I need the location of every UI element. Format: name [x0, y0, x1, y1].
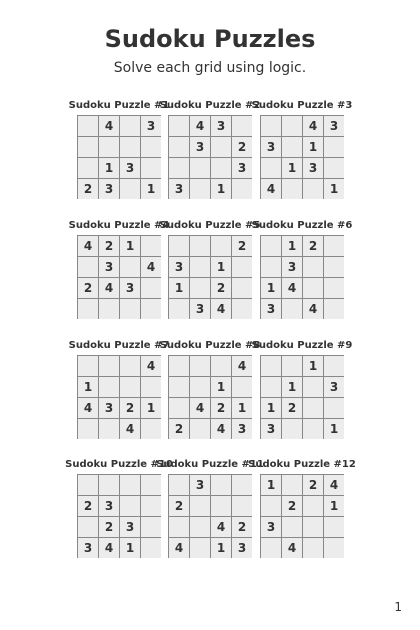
grid-cell: 3 [190, 137, 210, 157]
grid-cell: 4 [120, 419, 140, 439]
grid-cell[interactable] [303, 517, 323, 537]
grid-cell[interactable] [190, 278, 210, 298]
puzzle-title: Sudoku Puzzle #5 [159, 220, 261, 231]
grid-cell[interactable] [324, 538, 344, 558]
grid-cell: 1 [303, 356, 323, 376]
grid-cell: 3 [324, 116, 344, 136]
grid-cell[interactable] [303, 538, 323, 558]
grid-cell[interactable] [232, 278, 252, 298]
grid-cell: 1 [169, 278, 189, 298]
grid-cell: 3 [99, 257, 119, 277]
puzzle-grid [168, 355, 252, 439]
grid-cell[interactable] [261, 377, 281, 397]
grid-cell: 4 [261, 179, 281, 199]
puzzle-grid [77, 474, 161, 558]
grid-cell[interactable] [303, 179, 323, 199]
puzzle-grid [168, 115, 252, 199]
grid-cell: 1 [282, 236, 302, 256]
puzzle-title: Sudoku Puzzle #4 [68, 220, 170, 231]
grid-cell: 4 [232, 356, 252, 376]
puzzle-grid [168, 235, 252, 319]
puzzle-grid [77, 355, 161, 439]
grid-cell[interactable] [232, 377, 252, 397]
grid-cell: 1 [78, 377, 98, 397]
grid-cell: 4 [99, 278, 119, 298]
grid-cell: 3 [99, 179, 119, 199]
grid-cell[interactable] [169, 517, 189, 537]
grid-cell[interactable] [141, 158, 161, 178]
grid-cell: 3 [78, 538, 98, 558]
grid-cell: 3 [232, 419, 252, 439]
grid-cell: 3 [324, 377, 344, 397]
grid-cell[interactable] [78, 257, 98, 277]
grid-cell[interactable] [141, 278, 161, 298]
grid-cell[interactable] [324, 398, 344, 418]
grid-cell: 3 [120, 517, 140, 537]
grid-cell[interactable] [303, 377, 323, 397]
grid-cell[interactable] [99, 377, 119, 397]
grid-cell[interactable] [141, 377, 161, 397]
grid-cell: 4 [211, 419, 231, 439]
grid-cell: 3 [99, 496, 119, 516]
grid-cell[interactable] [141, 517, 161, 537]
grid-cell: 2 [99, 236, 119, 256]
grid-cell[interactable] [120, 299, 140, 319]
grid-cell[interactable] [232, 496, 252, 516]
grid-cell[interactable] [282, 356, 302, 376]
grid-cell[interactable] [169, 475, 189, 495]
page-title: Sudoku Puzzles [104, 25, 316, 53]
grid-cell: 3 [261, 137, 281, 157]
grid-cell[interactable] [303, 398, 323, 418]
grid-cell[interactable] [169, 236, 189, 256]
grid-cell[interactable] [190, 517, 210, 537]
grid-cell[interactable] [120, 257, 140, 277]
grid-cell: 1 [141, 179, 161, 199]
grid-cell: 3 [169, 257, 189, 277]
grid-cell: 1 [120, 538, 140, 558]
grid-cell[interactable] [141, 299, 161, 319]
grid-cell[interactable] [261, 257, 281, 277]
grid-cell[interactable] [232, 299, 252, 319]
grid-cell[interactable] [303, 278, 323, 298]
grid-cell: 3 [190, 299, 210, 319]
grid-cell[interactable] [303, 257, 323, 277]
grid-cell[interactable] [141, 538, 161, 558]
grid-cell: 2 [232, 236, 252, 256]
grid-cell[interactable] [99, 356, 119, 376]
grid-cell: 3 [120, 278, 140, 298]
grid-cell: 1 [261, 278, 281, 298]
grid-cell: 3 [261, 517, 281, 537]
grid-cell: 4 [141, 257, 161, 277]
grid-cell: 3 [232, 158, 252, 178]
grid-cell: 4 [169, 538, 189, 558]
grid-cell: 3 [282, 257, 302, 277]
puzzle-grid [168, 474, 252, 558]
grid-cell[interactable] [324, 236, 344, 256]
grid-cell[interactable] [232, 257, 252, 277]
grid-cell: 4 [141, 356, 161, 376]
grid-cell: 2 [232, 517, 252, 537]
grid-cell[interactable] [141, 475, 161, 495]
puzzle-title: Sudoku Puzzle #2 [159, 100, 261, 111]
grid-cell[interactable] [190, 356, 210, 376]
grid-cell[interactable] [282, 299, 302, 319]
grid-cell[interactable] [211, 236, 231, 256]
grid-cell: 4 [282, 278, 302, 298]
grid-cell[interactable] [282, 475, 302, 495]
grid-cell: 1 [232, 398, 252, 418]
grid-cell: 2 [120, 398, 140, 418]
grid-cell: 1 [303, 137, 323, 157]
grid-cell[interactable] [169, 116, 189, 136]
grid-cell[interactable] [99, 475, 119, 495]
puzzle-grid [260, 235, 344, 319]
grid-cell[interactable] [282, 517, 302, 537]
grid-cell[interactable] [211, 158, 231, 178]
grid-cell: 4 [99, 116, 119, 136]
grid-cell: 2 [282, 398, 302, 418]
grid-cell[interactable] [120, 496, 140, 516]
grid-cell[interactable] [190, 377, 210, 397]
grid-cell[interactable] [190, 257, 210, 277]
grid-cell[interactable] [261, 116, 281, 136]
puzzle-grid [260, 115, 344, 199]
grid-cell: 3 [232, 538, 252, 558]
grid-cell[interactable] [261, 158, 281, 178]
grid-cell[interactable] [324, 257, 344, 277]
grid-cell: 3 [261, 419, 281, 439]
grid-cell[interactable] [78, 356, 98, 376]
grid-cell: 4 [99, 538, 119, 558]
grid-cell[interactable] [190, 496, 210, 516]
grid-cell: 3 [99, 398, 119, 418]
grid-cell[interactable] [120, 179, 140, 199]
grid-cell[interactable] [120, 116, 140, 136]
grid-cell[interactable] [99, 137, 119, 157]
grid-cell: 3 [141, 116, 161, 136]
grid-cell[interactable] [324, 278, 344, 298]
grid-cell: 1 [211, 257, 231, 277]
grid-cell[interactable] [190, 419, 210, 439]
puzzle-title: Sudoku Puzzle #9 [251, 340, 353, 351]
grid-cell[interactable] [78, 419, 98, 439]
grid-cell: 1 [99, 158, 119, 178]
page-subtitle: Solve each grid using logic. [113, 60, 307, 76]
grid-cell: 4 [303, 299, 323, 319]
grid-cell: 3 [169, 179, 189, 199]
grid-cell: 2 [169, 419, 189, 439]
puzzle-title: Sudoku Puzzle #7 [68, 340, 170, 351]
grid-cell: 1 [211, 538, 231, 558]
grid-cell[interactable] [78, 137, 98, 157]
grid-cell[interactable] [99, 419, 119, 439]
grid-cell: 4 [303, 116, 323, 136]
grid-cell: 1 [261, 398, 281, 418]
grid-cell[interactable] [211, 356, 231, 376]
grid-cell: 1 [324, 419, 344, 439]
grid-cell: 1 [324, 179, 344, 199]
grid-cell[interactable] [261, 496, 281, 516]
grid-cell: 4 [78, 398, 98, 418]
grid-cell[interactable] [211, 475, 231, 495]
grid-cell: 2 [303, 475, 323, 495]
grid-cell[interactable] [324, 299, 344, 319]
puzzle-grid [77, 115, 161, 199]
grid-cell[interactable] [190, 158, 210, 178]
grid-cell: 3 [211, 116, 231, 136]
grid-cell[interactable] [169, 377, 189, 397]
grid-cell[interactable] [169, 299, 189, 319]
grid-cell: 2 [232, 137, 252, 157]
grid-cell[interactable] [99, 299, 119, 319]
grid-cell[interactable] [120, 475, 140, 495]
grid-cell[interactable] [169, 137, 189, 157]
puzzle-grid [77, 235, 161, 319]
grid-cell[interactable] [282, 137, 302, 157]
grid-cell[interactable] [324, 356, 344, 376]
grid-cell[interactable] [190, 236, 210, 256]
grid-cell[interactable] [120, 137, 140, 157]
grid-cell[interactable] [78, 158, 98, 178]
grid-cell[interactable] [261, 538, 281, 558]
grid-cell[interactable] [141, 236, 161, 256]
grid-cell[interactable] [190, 179, 210, 199]
puzzle-title: Sudoku Puzzle #1 [68, 100, 170, 111]
grid-cell[interactable] [141, 419, 161, 439]
grid-cell[interactable] [261, 356, 281, 376]
grid-cell[interactable] [190, 538, 210, 558]
grid-cell[interactable] [78, 299, 98, 319]
grid-cell: 4 [211, 517, 231, 537]
grid-cell: 1 [120, 236, 140, 256]
puzzle-title: Sudoku Puzzle #8 [159, 340, 261, 351]
grid-cell: 1 [211, 179, 231, 199]
grid-cell: 2 [282, 496, 302, 516]
grid-cell: 4 [190, 398, 210, 418]
grid-cell: 1 [141, 398, 161, 418]
grid-cell[interactable] [169, 356, 189, 376]
grid-cell[interactable] [141, 137, 161, 157]
grid-cell: 2 [78, 496, 98, 516]
puzzle-title: Sudoku Puzzle #11 [156, 459, 264, 470]
puzzle-title: Sudoku Puzzle #6 [251, 220, 353, 231]
grid-cell: 1 [211, 377, 231, 397]
grid-cell: 3 [261, 299, 281, 319]
puzzle-grid [260, 355, 344, 439]
grid-cell: 2 [303, 236, 323, 256]
grid-cell[interactable] [303, 496, 323, 516]
grid-cell[interactable] [78, 475, 98, 495]
grid-cell: 1 [282, 377, 302, 397]
grid-cell: 2 [211, 398, 231, 418]
grid-cell[interactable] [232, 116, 252, 136]
grid-cell[interactable] [232, 475, 252, 495]
grid-cell: 4 [282, 538, 302, 558]
grid-cell: 2 [211, 278, 231, 298]
puzzle-title: Sudoku Puzzle #3 [251, 100, 353, 111]
grid-cell[interactable] [78, 517, 98, 537]
grid-cell[interactable] [120, 356, 140, 376]
grid-cell[interactable] [211, 137, 231, 157]
puzzle-title: Sudoku Puzzle #10 [65, 459, 173, 470]
grid-cell: 4 [211, 299, 231, 319]
grid-cell: 1 [261, 475, 281, 495]
grid-cell[interactable] [169, 158, 189, 178]
grid-cell: 2 [78, 179, 98, 199]
grid-cell[interactable] [120, 377, 140, 397]
page-number: 1 [394, 600, 402, 614]
grid-cell[interactable] [169, 398, 189, 418]
grid-cell[interactable] [211, 496, 231, 516]
grid-cell: 2 [99, 517, 119, 537]
grid-cell[interactable] [141, 496, 161, 516]
grid-cell: 3 [190, 475, 210, 495]
grid-cell: 4 [190, 116, 210, 136]
grid-cell[interactable] [232, 179, 252, 199]
grid-cell[interactable] [303, 419, 323, 439]
puzzle-title: Sudoku Puzzle #12 [248, 459, 356, 470]
puzzle-grid [260, 474, 344, 558]
grid-cell: 1 [324, 496, 344, 516]
grid-cell[interactable] [282, 419, 302, 439]
grid-cell[interactable] [282, 116, 302, 136]
grid-cell[interactable] [324, 158, 344, 178]
grid-cell[interactable] [324, 137, 344, 157]
grid-cell: 4 [324, 475, 344, 495]
grid-cell[interactable] [324, 517, 344, 537]
grid-cell: 4 [78, 236, 98, 256]
grid-cell: 3 [120, 158, 140, 178]
grid-cell[interactable] [261, 236, 281, 256]
grid-cell: 1 [282, 158, 302, 178]
grid-cell[interactable] [282, 179, 302, 199]
grid-cell: 2 [78, 278, 98, 298]
grid-cell[interactable] [78, 116, 98, 136]
grid-cell: 2 [169, 496, 189, 516]
grid-cell: 3 [303, 158, 323, 178]
